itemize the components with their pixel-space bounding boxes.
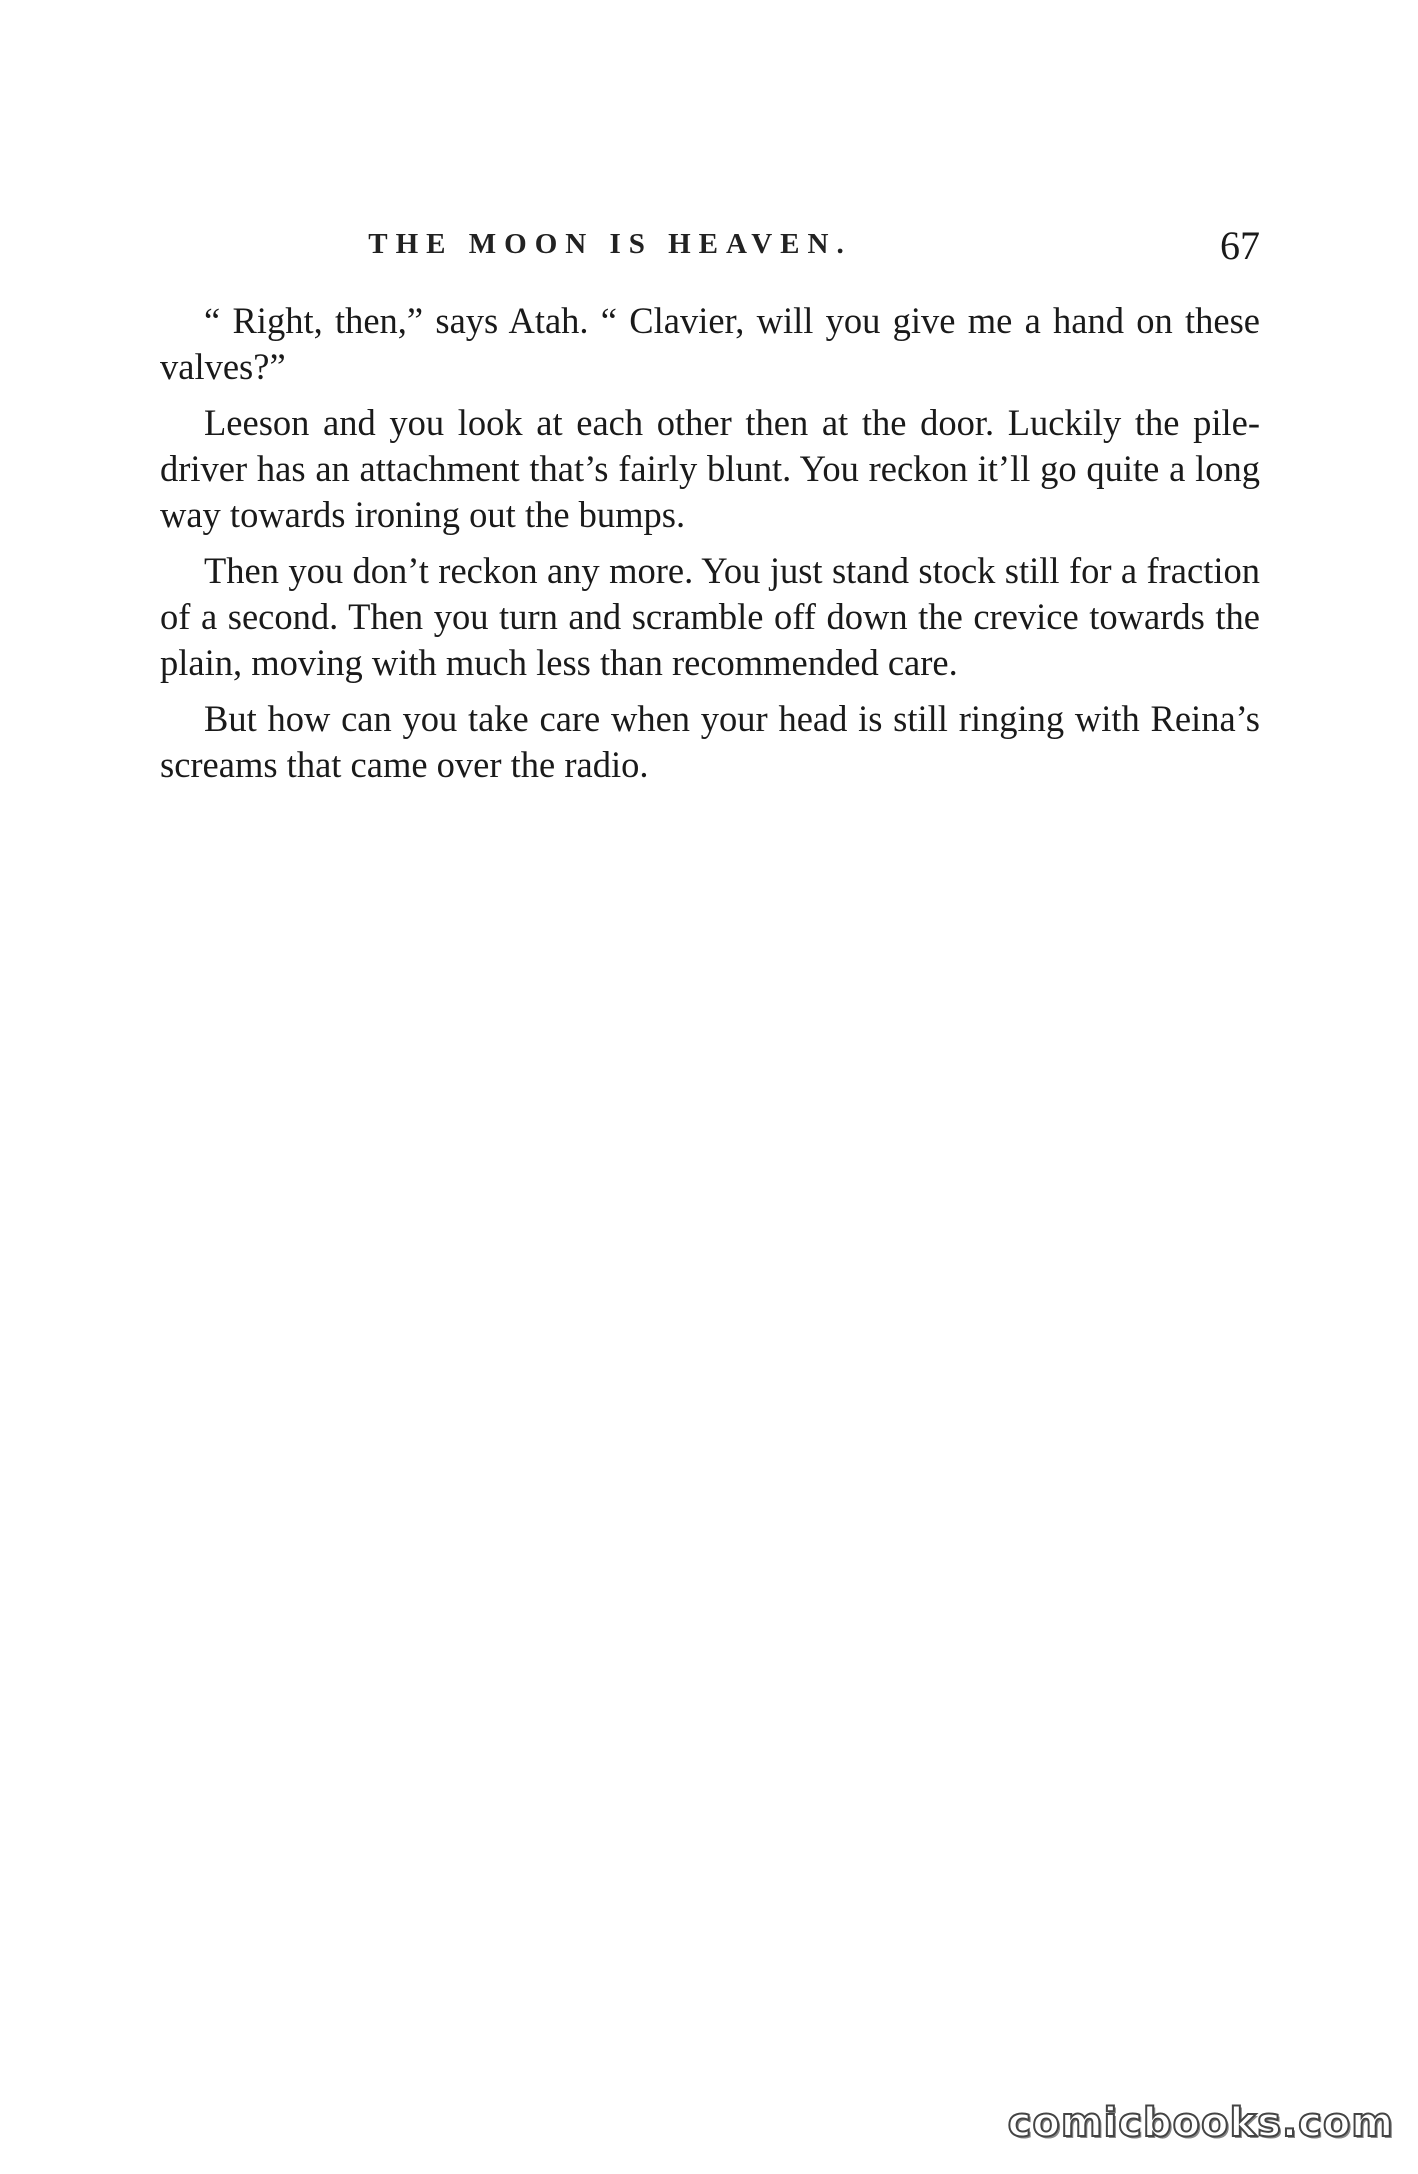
paragraph: Leeson and you look at each other then at the door. Luckily the pile-driver has an attachment that’s fairly blunt. You reckon it’ll go quite a long way towards ironing out the bumps.	[160, 402, 1260, 535]
paragraph: “ Right, then,” says Atah. “ Clavier, will you give me a hand on these valves?”	[160, 300, 1260, 387]
paragraph: Then you don’t reckon any more. You just stand stock still for a fraction of a second. Then you turn and scramble off down the crevice towards the plain, moving with much less than recommended care.	[160, 550, 1260, 683]
page-number: 67	[1220, 223, 1260, 268]
paragraph: But how can you take care when your head is still ringing with Reina’s screams that came over the radio.	[160, 698, 1260, 785]
body-text	[160, 298, 1260, 798]
running-head	[160, 222, 1260, 272]
running-title: THE MOON IS HEAVEN.	[368, 228, 852, 260]
watermark: comicbooks.com	[1007, 2100, 1394, 2146]
